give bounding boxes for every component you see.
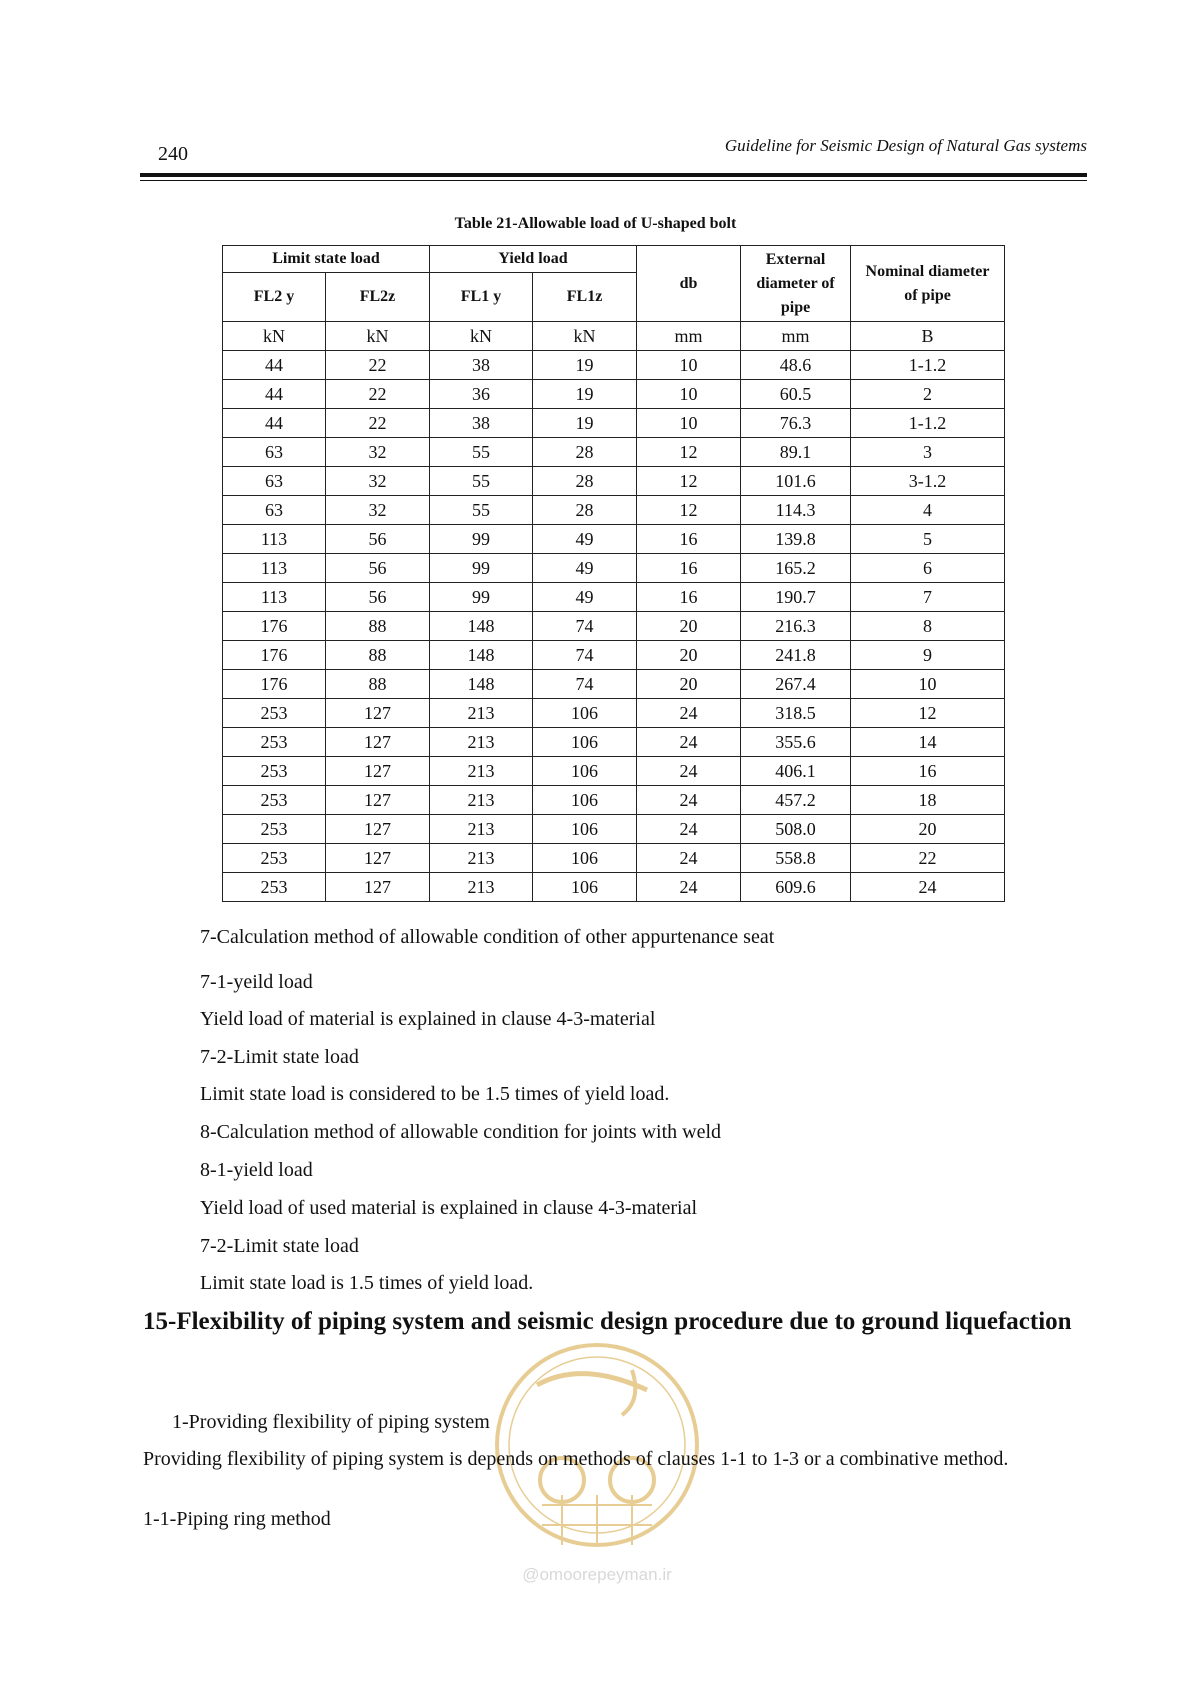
table-cell: 99 [430,554,533,583]
table-cell: 55 [430,438,533,467]
table-cell: 38 [430,409,533,438]
table-cell: 609.6 [741,873,851,902]
table-cell: 127 [326,728,430,757]
table-cell: B [851,322,1005,351]
table-cell: 48.6 [741,351,851,380]
table-cell: 32 [326,438,430,467]
table-cell: 106 [533,786,637,815]
table-cell: 28 [533,467,637,496]
table-cell: 106 [533,728,637,757]
table-cell: 63 [223,496,326,525]
paragraph-8-1: 8-1-yield load [200,1159,313,1181]
sub-header: FL1 y [430,273,533,322]
table-cell: 213 [430,699,533,728]
table-cell: 49 [533,583,637,612]
table-cell: 176 [223,670,326,699]
table-cell: 267.4 [741,670,851,699]
table-row [223,844,1005,873]
table-row [223,757,1005,786]
table-cell: 24 [637,786,741,815]
table-row [223,409,1005,438]
table-cell: 406.1 [741,757,851,786]
table-cell: 9 [851,641,1005,670]
table-cell: 24 [637,757,741,786]
table-cell: 253 [223,815,326,844]
table-cell: 113 [223,525,326,554]
table-cell: 56 [326,554,430,583]
table-cell: 241.8 [741,641,851,670]
paragraph-8: 8-Calculation method of allowable condition for joints with weld [200,1121,722,1143]
table-cell: 253 [223,757,326,786]
table-cell: 22 [326,409,430,438]
table-cell: 3-1.2 [851,467,1005,496]
paragraph-7-2: 7-2-Limit state load [200,1046,359,1068]
table-row [223,815,1005,844]
table-cell: 99 [430,525,533,554]
table-cell: 12 [637,467,741,496]
table-cell: 253 [223,728,326,757]
table-cell: 74 [533,670,637,699]
header-rule-thin [140,180,1087,181]
sub-header: FL2 y [223,273,326,322]
table-cell: 216.3 [741,612,851,641]
table-row [223,873,1005,902]
table-cell: 88 [326,641,430,670]
table-cell: 5 [851,525,1005,554]
table-cell: mm [741,322,851,351]
table-cell: 101.6 [741,467,851,496]
table-cell: 63 [223,467,326,496]
paragraph-yield-material: Yield load of material is explained in clause 4-3-material [200,1008,656,1030]
sub-header: FL2z [326,273,430,322]
table-cell: 28 [533,438,637,467]
table-cell: 253 [223,844,326,873]
page-number: 240 [158,143,188,165]
table-row [223,583,1005,612]
table-row [223,351,1005,380]
allowable-load-table [222,245,1005,902]
table-cell: 20 [637,641,741,670]
table-cell: 176 [223,612,326,641]
table-cell: 558.8 [741,844,851,873]
table-cell: 113 [223,583,326,612]
table-cell: 24 [637,699,741,728]
paragraph-7: 7-Calculation method of allowable condition of other appurtenance seat [200,926,775,948]
table-row [223,438,1005,467]
table-cell: 74 [533,612,637,641]
table-cell: kN [223,322,326,351]
table-cell: 32 [326,467,430,496]
table-cell: 4 [851,496,1005,525]
table-cell: 139.8 [741,525,851,554]
table-cell: 10 [851,670,1005,699]
table-row [223,641,1005,670]
table-cell: 74 [533,641,637,670]
paragraph-limit-state: Limit state load is considered to be 1.5 times of yield load. [200,1083,670,1105]
table-cell: 55 [430,467,533,496]
table-cell: 49 [533,554,637,583]
table-cell: 99 [430,583,533,612]
table-row [223,380,1005,409]
table-cell: 38 [430,351,533,380]
table-cell: 2 [851,380,1005,409]
table-cell: 89.1 [741,438,851,467]
table-row [223,554,1005,583]
table-cell: 127 [326,873,430,902]
paragraph-flexibility: Providing flexibility of piping system is depends on methods of clauses 1-1 to 1-3 or a combinative method. [143,1448,1009,1470]
table-cell: 24 [637,844,741,873]
table-cell: 24 [637,728,741,757]
header-rule-thick [140,173,1087,177]
table-cell: 127 [326,757,430,786]
table-cell: 20 [637,670,741,699]
yield-load-header: Yield load [430,246,637,273]
table-cell: 16 [851,757,1005,786]
table-cell: 1-1.2 [851,409,1005,438]
table-cell: 253 [223,699,326,728]
table-cell: 253 [223,786,326,815]
table-row [223,496,1005,525]
table-cell: 190.7 [741,583,851,612]
table-cell: 213 [430,844,533,873]
table-row [223,467,1005,496]
table-cell: 22 [326,380,430,409]
running-head: Guideline for Seismic Design of Natural Gas systems [724,136,1087,155]
table-row [223,699,1005,728]
paragraph-yield-used-material: Yield load of used material is explained in clause 4-3-material [200,1197,698,1219]
table-cell: 44 [223,351,326,380]
limit-state-load-header: Limit state load [223,246,430,273]
table-cell: 24 [637,873,741,902]
table-cell: 55 [430,496,533,525]
table-cell: 148 [430,612,533,641]
table-cell: 16 [637,525,741,554]
table-cell: kN [326,322,430,351]
table-cell: 20 [851,815,1005,844]
external-diameter-header: External diameter of pipe [741,246,851,322]
table-cell: 12 [637,496,741,525]
table-cell: 28 [533,496,637,525]
table-cell: 19 [533,409,637,438]
table-cell: 24 [851,873,1005,902]
table-cell: 10 [637,351,741,380]
table-cell: 318.5 [741,699,851,728]
table-cell: 106 [533,815,637,844]
table-cell: 213 [430,786,533,815]
table-cell: 44 [223,380,326,409]
table-cell: 457.2 [741,786,851,815]
table-cell: 1-1.2 [851,351,1005,380]
table-cell: 56 [326,525,430,554]
table-cell: 60.5 [741,380,851,409]
table-cell: 106 [533,757,637,786]
table-cell: 36 [430,380,533,409]
table-cell: 127 [326,786,430,815]
table-cell: mm [637,322,741,351]
table-cell: 12 [637,438,741,467]
units-row [223,322,1005,351]
table-row [223,525,1005,554]
table-caption: Table 21-Allowable load of U-shaped bolt [454,215,737,232]
table-cell: 127 [326,844,430,873]
table-cell: 114.3 [741,496,851,525]
table-cell: 16 [637,554,741,583]
table-row [223,786,1005,815]
table-cell: 19 [533,351,637,380]
table-cell: 106 [533,844,637,873]
paragraph-7-2-repeat: 7-2-Limit state load [200,1235,359,1257]
table-cell: 56 [326,583,430,612]
table-cell: 213 [430,757,533,786]
table-cell: 20 [637,612,741,641]
table-cell: 22 [851,844,1005,873]
table-cell: 88 [326,670,430,699]
table-cell: 113 [223,554,326,583]
table-cell: 49 [533,525,637,554]
table-cell: 6 [851,554,1005,583]
subsection-1: 1-Providing flexibility of piping system [172,1411,490,1433]
table-cell: kN [533,322,637,351]
table-cell: 148 [430,670,533,699]
table-cell: 22 [326,351,430,380]
table-cell: 63 [223,438,326,467]
paragraph-limit-state-short: Limit state load is 1.5 times of yield load. [200,1272,534,1294]
table-cell: 12 [851,699,1005,728]
table-cell: kN [430,322,533,351]
table-cell: 3 [851,438,1005,467]
table-cell: 355.6 [741,728,851,757]
table-cell: 213 [430,728,533,757]
table-cell: 213 [430,815,533,844]
table-cell: 10 [637,380,741,409]
table-body [223,322,1005,902]
table-cell: 253 [223,873,326,902]
watermark-site: @omoorepeyman.ir [522,1565,672,1584]
table-cell: 16 [637,583,741,612]
table-cell: 24 [637,815,741,844]
table-cell: 10 [637,409,741,438]
nominal-diameter-header: Nominal diameter of pipe [851,246,1005,322]
table-cell: 7 [851,583,1005,612]
table-row [223,670,1005,699]
table-cell: 8 [851,612,1005,641]
table-cell: 19 [533,380,637,409]
sub-header: FL1z [533,273,637,322]
table-row [223,612,1005,641]
table-cell: 14 [851,728,1005,757]
paragraph-7-1: 7-1-yeild load [200,971,313,993]
table-cell: 106 [533,699,637,728]
subsection-1-1: 1-1-Piping ring method [143,1508,331,1530]
section-heading: 15-Flexibility of piping system and seismic design procedure due to ground liquefaction [143,1308,1072,1335]
table-cell: 32 [326,496,430,525]
table-row [223,728,1005,757]
table-cell: 508.0 [741,815,851,844]
table-cell: 106 [533,873,637,902]
db-header: db [637,246,741,322]
table-cell: 76.3 [741,409,851,438]
table-cell: 127 [326,815,430,844]
table-cell: 213 [430,873,533,902]
table-cell: 88 [326,612,430,641]
table-cell: 127 [326,699,430,728]
table-cell: 44 [223,409,326,438]
table-cell: 176 [223,641,326,670]
table-cell: 148 [430,641,533,670]
table-cell: 18 [851,786,1005,815]
table-cell: 165.2 [741,554,851,583]
